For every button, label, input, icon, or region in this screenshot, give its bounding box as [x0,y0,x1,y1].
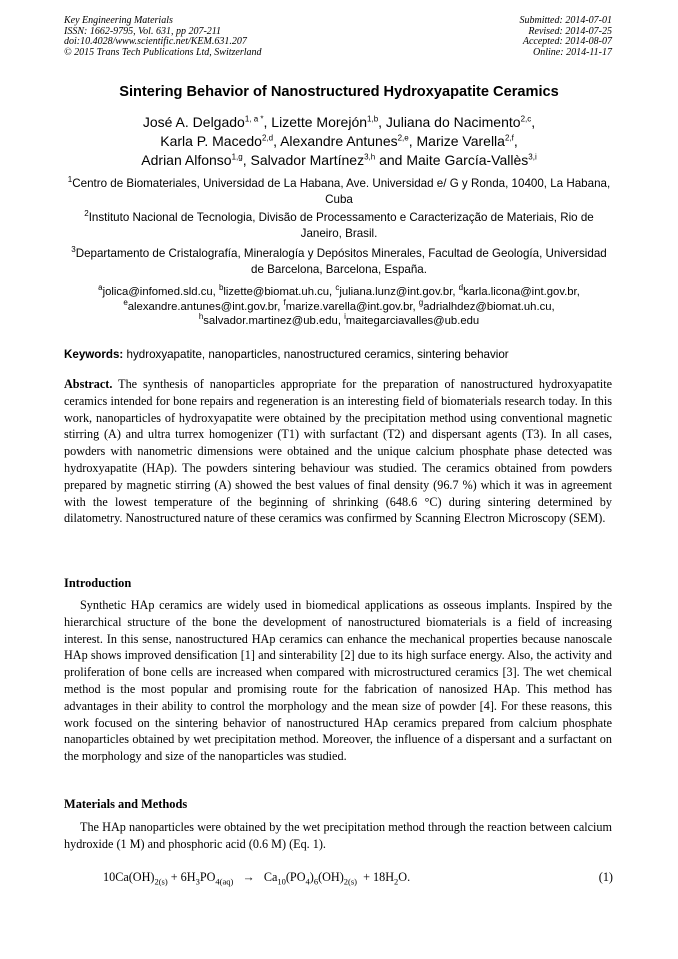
email-link[interactable]: jolica@infomed.sld.cu, [102,286,216,298]
author-affiliation-mark: 1, a * [244,114,264,124]
author-name: José A. Delgado [142,114,245,130]
methods-text: The HAp nanoparticles were obtained by the wet precipitation method through the reaction between calcium hydroxide (1 M) and phosphoric acid (0.6 M) (Eq. 1). [64,820,612,851]
author-affiliation-mark: 3,h [364,152,376,162]
author-list [40,113,638,170]
email-link[interactable]: juliana.lunz@int.gov.br, [339,286,456,298]
author-name: Lizette Morejón [271,114,368,130]
author-affiliation-mark: 2,d [261,133,274,143]
abstract-label: Abstract. [64,377,113,391]
author-affiliation-mark: 2,f [504,133,514,143]
revised-date: Revised: 2014-07-25 [528,25,612,37]
affiliation-3: $^3$Departamento de Cristalografía, Mineralogía y Depósitos Minerales, Facultad de Geología, Universidad de Barcelona, Barcelona, España. [71,245,607,276]
author-name: Karla P. Macedo [160,133,262,149]
keywords-text: hydroxyapatite, nanoparticles, nanostructured ceramics, sintering behavior [126,348,509,361]
author-line: Adrian Alfonso$^{1,g}$, Salvador Martínez$^{3,h}$ and Maite García-Vallès$^{3,i}$ [141,152,537,168]
keywords-label: Keywords: [64,348,124,361]
abstract [64,376,612,527]
author-affiliation-mark: 2,e [397,133,409,143]
introduction-heading: Introduction [64,576,132,590]
journal-issn: ISSN: 1662-9795, Vol. 631, pp 207-211 [64,25,222,37]
author-name: Juliana do Nacimento [385,114,521,130]
journal-info [64,16,262,58]
email-link[interactable]: salvador.martinez@ub.edu, [203,315,341,327]
submission-dates [520,16,613,58]
author-affiliation-mark: 3,i [528,152,537,162]
email-link[interactable]: marize.varella@int.gov.br, [285,300,416,313]
email-line: $^a$jolica@infomed.sld.cu, $^b$lizette@biomat.uh.cu, $^c$juliana.lunz@int.gov.br, $^d$karla.licona@int.gov.br, [98,283,580,298]
introduction-text: Synthetic HAp ceramics are widely used in biomedical applications as osseous implants. Inspired by the hierarchical structure of the bone the development of nanostructured biomaterials is a field of increasing interest. In this sense, nanostructured HAp ceramics can enhance the mechanical properties because nanoscale HAp shows improved densification [1] and sinterability [2] due to its high surface energy. Also, the activity and proliferation of bone cells are increased when compared with microstructured ceramics [3]. The wet chemical method is the most popular and promising route for the fabrication of nanosized HAp. This method has advantages in their ability to control the morphology and the mean size of powder [4]. For these reasons, this work focused on the sintering behavior of nanostructured HAp ceramics prepared from calcium phosphate nanoparticles obtained by wet precipitation method. Moreover, the influence of a dispersant and a surfactant on the morphology and size of the nanoparticles was studied. [64,598,612,764]
email-line: $^e$alexandre.antunes@int.gov.br, $^f$marize.varella@int.gov.br, $^g$adrialhdez@biomat.uh.cu, [123,297,555,313]
equation-1: $10Ca(OH)_{2(s)} + 6H_3PO_{4(aq)}$ → $Ca_{10}(PO_4)_6(OH)_{2(s)} + 18H_2O$. (1) [103,870,613,887]
email-link[interactable]: lizette@biomat.uh.cu, [223,286,333,298]
keywords [64,348,624,361]
author-affiliation-mark: 1,b [367,114,379,124]
journal-doi: doi:10.4028/www.scientific.net/KEM.631.207 [64,36,247,48]
abstract-text: The synthesis of nanoparticles appropriate for the preparation of nanostructured hydroxyapatite ceramics intended for bone repairs and regeneration is an interesting field of biomaterials research today. In this work, nanoparticles of hydroxyapatite were obtained by the precipitation method using conventional magnetic stirring (A) and ultra turrex homogenizer (T1) with surfactant (T2) and dispersant agents (T3). In all cases, powders with nanometric dimensions were obtained and the unique calcium phosphate phase detected was hydroxyapatite (HAp). The powders sintering behaviour was studied. The ceramics obtained from powders prepared by magnetic stirring (A) showed the best values of final density (96.7 %) which it was in agreement with the lowest temperature of the beginning of shrinking (648.6 °C) during sintering determined by dilatometry. Nanostructured nature of these ceramics was confirmed by Scanning Electron Microscopy (SEM). [64,377,612,526]
affiliation-1: $^1$Centro de Biomateriales, Universidad de La Habana, Ave. Universidad e/ G y Ronda, 10400, La Habana, Cuba [67,175,611,206]
email-link[interactable]: alexandre.antunes@int.gov.br, [127,300,281,313]
author-name: Alexandre Antunes [280,133,398,149]
affiliation-2: $^2$Instituto Nacional de Tecnologia, Divisão de Processamento e Caracterização de Materiais, Rio de Janeiro, Brasil. [84,209,594,240]
methods-heading: Materials and Methods [64,797,188,811]
author-name: Marize Varella [416,133,505,149]
email-link[interactable]: maitegarciavalles@ub.edu [345,315,480,327]
equation-number: (1) [598,870,613,884]
email-link[interactable]: karla.licona@int.gov.br, [463,286,580,298]
journal-copyright: © 2015 Trans Tech Publications Ltd, Switzerland [64,46,262,58]
paper-title: Sintering Behavior of Nanostructured Hydroxyapatite Ceramics [119,84,559,100]
author-emails [50,285,628,329]
submitted-date: Submitted: 2014-07-01 [519,15,612,26]
author-line: José A. Delgado$^{1, a *}$, Lizette Morejón$^{1,b}$, Juliana do Nacimento$^{2,c}$, [142,114,536,130]
author-affiliation-mark: 2,c [520,114,532,124]
email-line: $^h$salvador.martinez@ub.edu, $^i$maitegarciavalles@ub.edu [198,312,480,327]
accepted-date: Accepted: 2014-08-07 [522,36,612,48]
email-link[interactable]: adrialhdez@biomat.uh.cu, [423,300,555,313]
author-name: Adrian Alfonso [141,152,232,168]
author-affiliation-mark: 1,g [231,152,243,162]
author-line: Karla P. Macedo$^{2,d}$, Alexandre Antunes$^{2,e}$, Marize Varella$^{2,f}$, [160,133,518,149]
online-date: Online: 2014-11-17 [533,46,612,58]
author-name: Maite García-Vallès [406,152,529,168]
author-name: Salvador Martínez [250,152,365,168]
journal-name: Key Engineering Materials [64,15,173,26]
reaction-arrow: → [242,870,255,884]
